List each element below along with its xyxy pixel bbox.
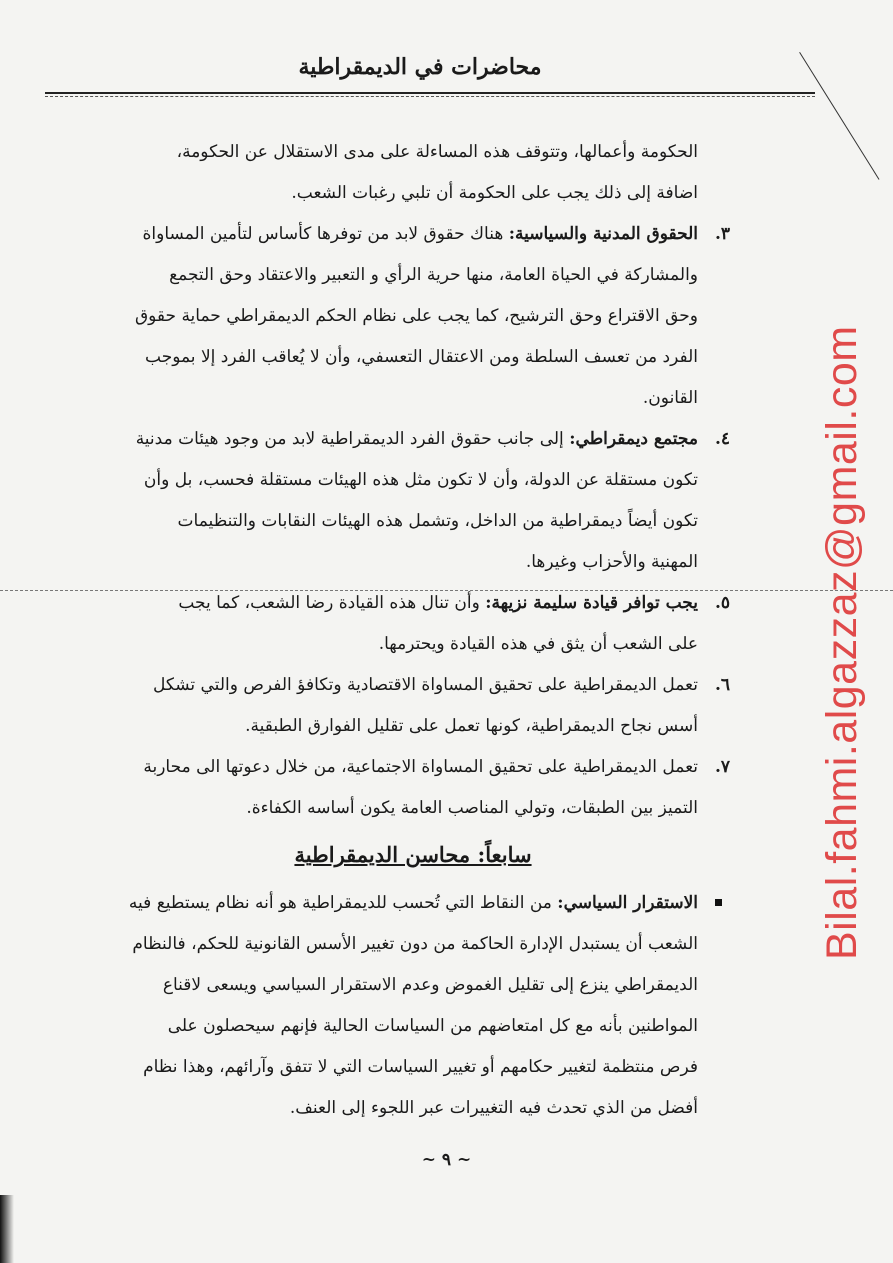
item-first-line: [128, 883, 698, 924]
item-line: والمشاركة في الحياة العامة، منها حرية الرأي و التعبير والاعتقاد وحق التجمع: [169, 265, 698, 285]
item-first-line: تعمل الديمقراطية على تحقيق المساواة الاجتماعية، من خلال دعوتها الى محاربة: [143, 757, 698, 777]
item-line: على الشعب أن يثق في هذه القيادة ويحترمها.: [378, 634, 698, 654]
item-first-line: [128, 419, 698, 460]
item-line: التميز بين الطبقات، وتولي المناصب العامة يكون أساسه الكفاءة.: [246, 798, 698, 818]
bullet-icon: [715, 899, 722, 906]
list-item-5: [128, 583, 730, 665]
item-first-text: من النقاط التي تُحسب للديمقراطية هو أنه نظام يستطيع فيه: [128, 893, 558, 913]
item-line: القانون.: [642, 388, 698, 408]
item-line: تكون أيضاً ديمقراطية من الداخل، وتشمل هذه الهيئات النقابات والتنظيمات: [177, 511, 698, 531]
item-line: أفضل من الذي تحدث فيه التغييرات عبر اللجوء إلى العنف.: [289, 1098, 698, 1118]
item-lead: الاستقرار السياسي:: [557, 893, 698, 913]
list-item-6: [128, 665, 730, 747]
scan-edge-line: [799, 52, 879, 180]
item-number: ٧.: [714, 757, 730, 777]
scan-shadow: [0, 1195, 14, 1263]
item-first-line: [128, 583, 698, 624]
item-line: المواطنين بأنه مع كل امتعاضهم من السياسات الحالية فإنهم سيحصلون على: [167, 1016, 698, 1036]
header-rule: [45, 92, 815, 97]
item-first-line: تعمل الديمقراطية على تحقيق المساواة الاقتصادية وتكافؤ الفرص والتي تشكل: [152, 675, 698, 695]
body-text: [128, 132, 730, 1129]
page-number: ~ ٩ ~: [421, 1150, 472, 1170]
item-number: ٥.: [714, 593, 730, 613]
item-number: ٦.: [714, 675, 730, 695]
item-line: وحق الاقتراع وحق الترشيح، كما يجب على نظام الحكم الديمقراطي حماية حقوق: [134, 306, 698, 326]
bullet-item: [128, 883, 698, 1129]
item-first-line: [128, 214, 698, 255]
intro-line: اضافة إلى ذلك يجب على الحكومة أن تلبي رغبات الشعب.: [291, 183, 698, 203]
list-item-3: [128, 214, 730, 419]
item-number: ٣.: [714, 224, 730, 244]
watermark-text: Bilal.fahmi.algazzaz@gmail.com: [818, 325, 866, 960]
list-item-7: [128, 747, 730, 829]
item-line: المهنية والأحزاب وغيرها.: [525, 552, 698, 572]
item-number: ٤.: [714, 429, 730, 449]
item-line: أسس نجاح الديمقراطية، كونها تعمل على تقليل الفوارق الطبقية.: [245, 716, 698, 736]
item-lead: الحقوق المدنية والسياسية:: [508, 224, 698, 244]
page-header-title: محاضرات في الديمقراطية: [298, 54, 542, 80]
item-line: الشعب أن يستبدل الإدارة الحاكمة من دون تغيير الأسس القانونية للحكم، فالنظام: [132, 934, 698, 954]
intro-line: الحكومة وأعمالها، وتتوقف هذه المساءلة على مدى الاستقلال عن الحكومة،: [176, 142, 698, 162]
list-item-4: [128, 419, 730, 583]
item-first-text: هناك حقوق لابد من توفرها كأساس لتأمين المساواة: [142, 224, 509, 244]
item-line: تكون مستقلة عن الدولة، وأن لا تكون مثل هذه الهيئات مستقلة فحسب، بل وأن: [143, 470, 698, 490]
item-line: الفرد من تعسف السلطة ومن الاعتقال التعسفي، وأن لا يُعاقب الفرد إلا بموجب: [145, 347, 698, 367]
item-first-text: وأن تنال هذه القيادة رضا الشعب، كما يجب: [178, 593, 486, 613]
item-line: الديمقراطي ينزع إلى تقليل الغموض وعدم الاستقرار السياسي ويسعى لاقناع: [162, 975, 698, 995]
item-lead: يجب توافر قيادة سليمة نزيهة:: [485, 593, 698, 613]
item-first-text: إلى جانب حقوق الفرد الديمقراطية لابد من وجود هيئات مدنية: [135, 429, 570, 449]
section-heading: سابعاً: محاسن الديمقراطية: [294, 842, 532, 867]
item-lead: مجتمع ديمقراطي:: [569, 429, 698, 449]
item-line: فرص منتظمة لتغيير حكامهم أو تغيير السياسات التي لا تتفق وآرائهم، وهذا نظام: [143, 1057, 698, 1077]
